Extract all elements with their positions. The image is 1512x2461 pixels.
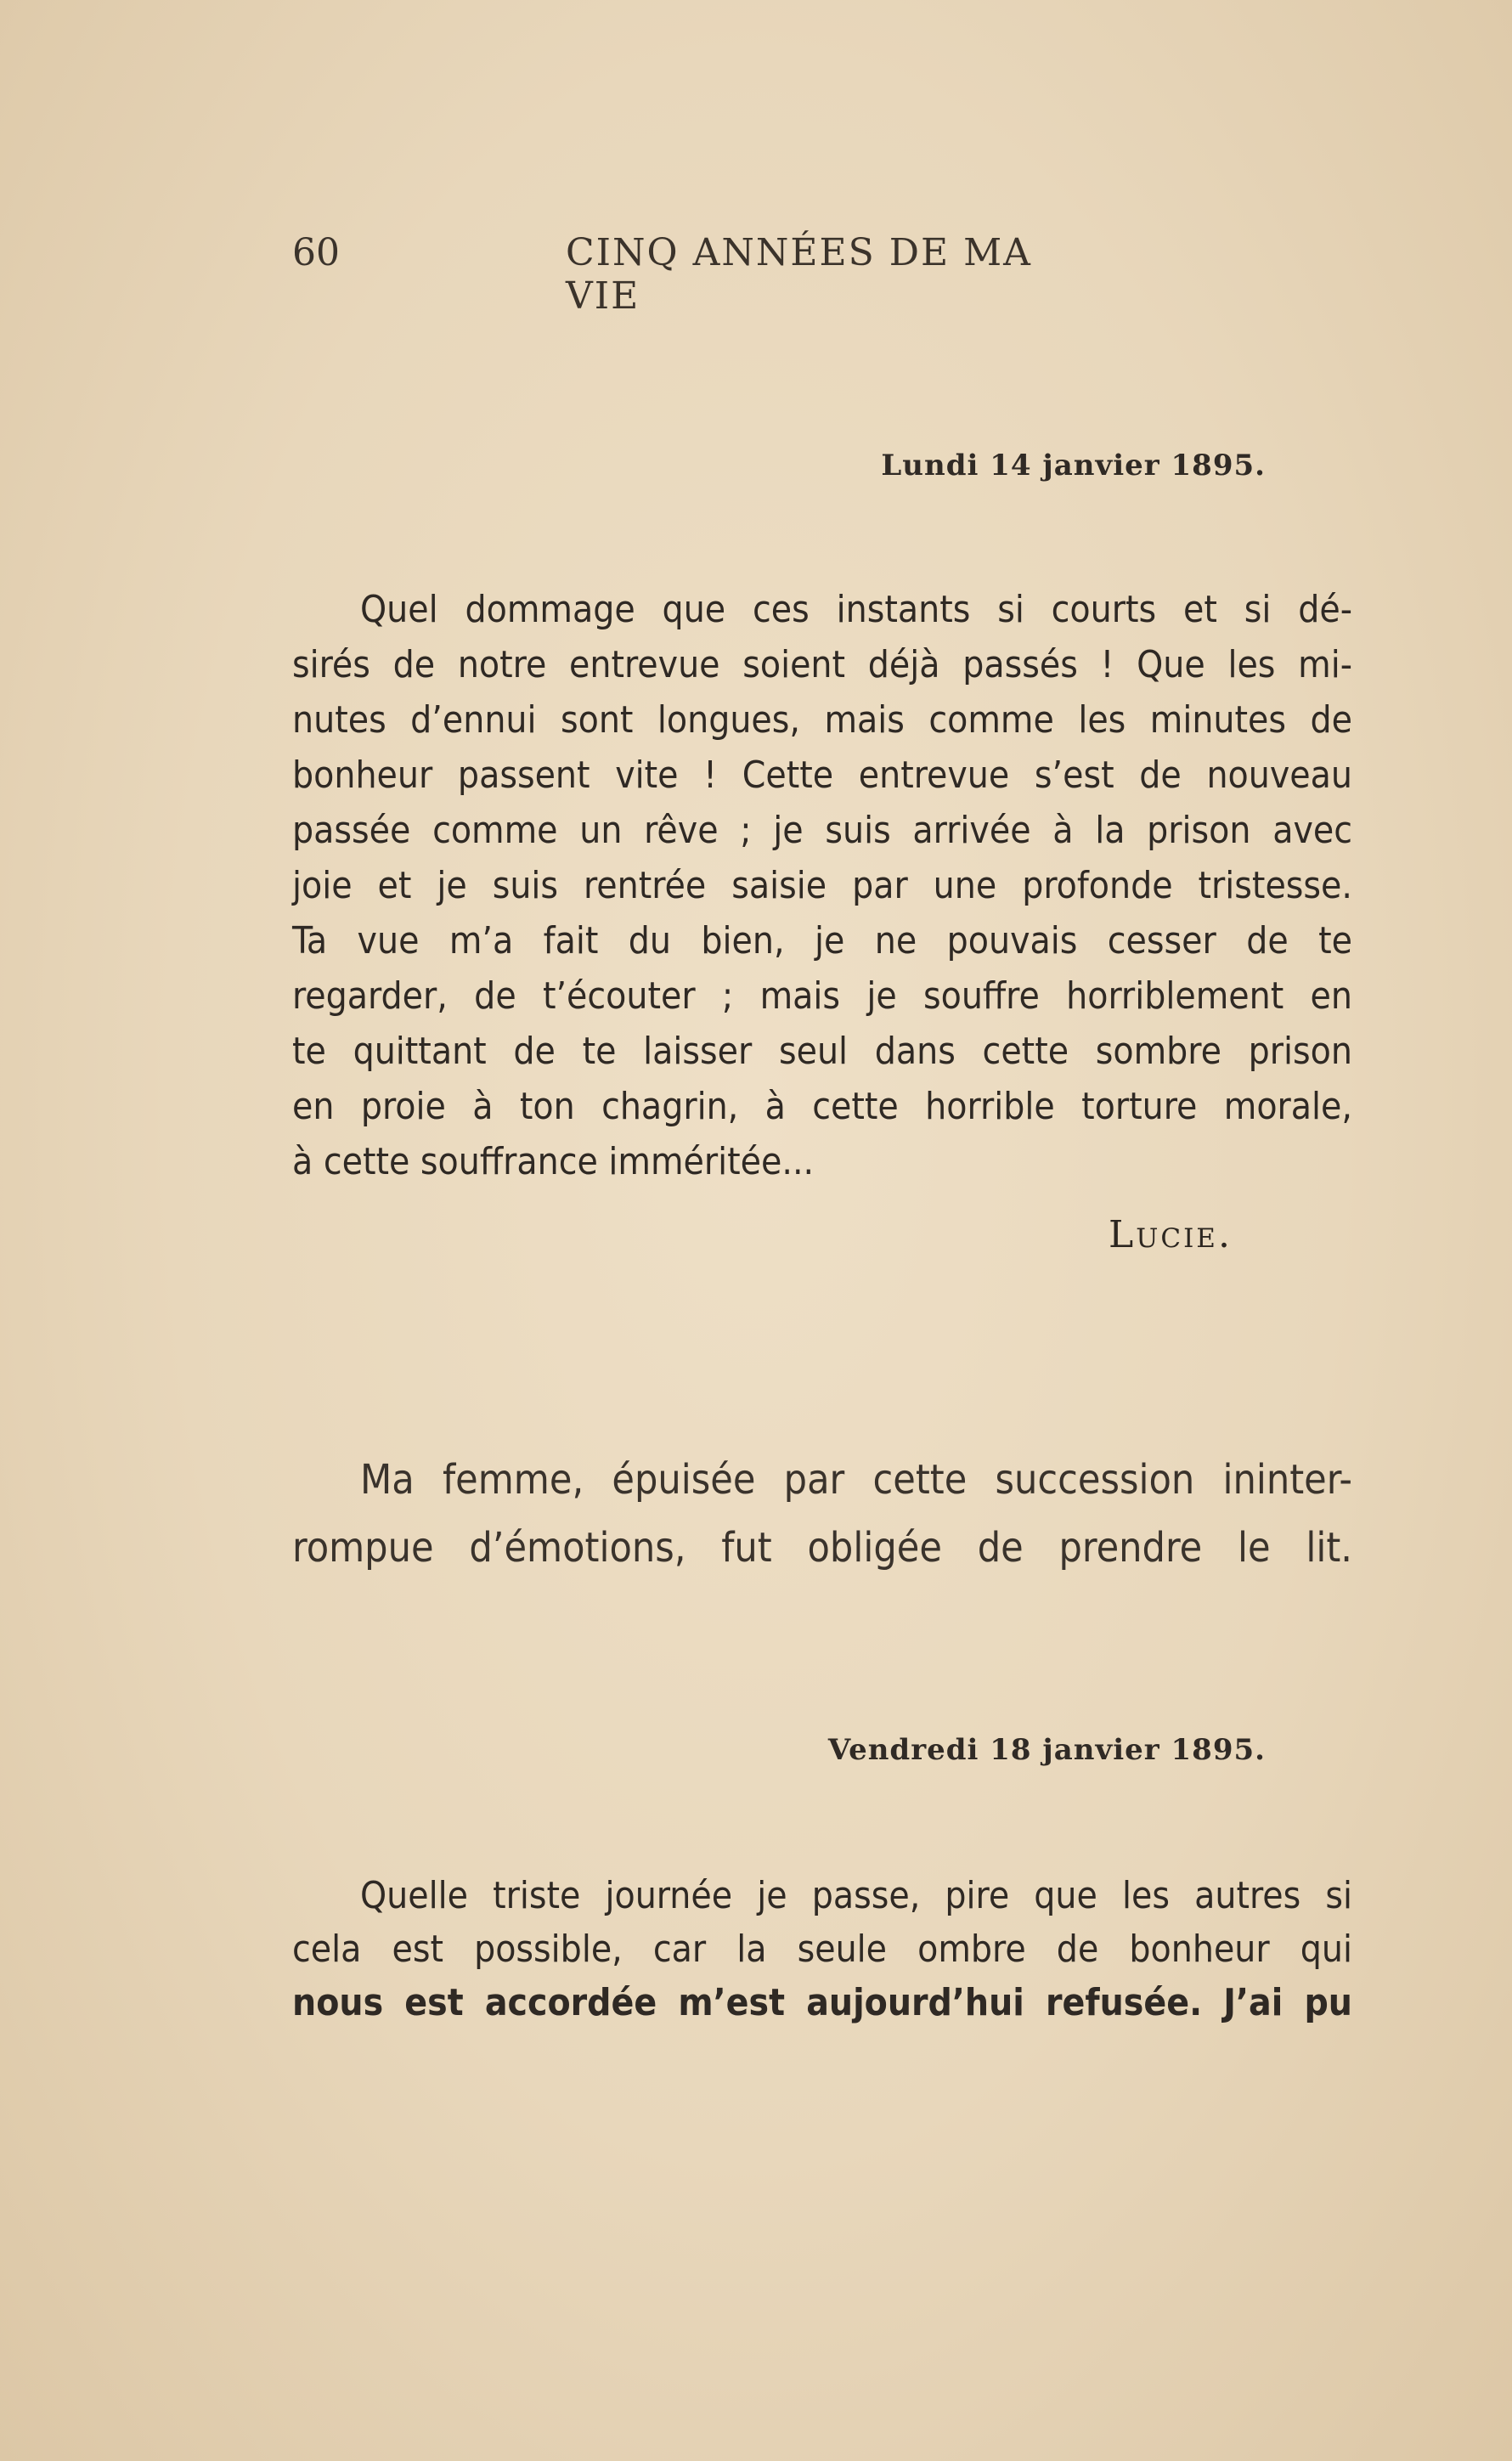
page-number: 60 [292,231,340,274]
letter-line: joie et je suis rentrée saisie par une profonde tristesse. [292,864,1352,907]
letter-line: sirés de notre entrevue soient déjà passés ! Que les mi- [292,643,1352,686]
letter-line: cela est possible, car la seule ombre de bonheur qui [292,1928,1352,1971]
letter-line: Quelle triste journée je passe, pire que les autres si [360,1874,1352,1917]
narrative-line: Ma femme, épuisée par cette succession ininter- [360,1456,1352,1504]
letter-line: passée comme un rêve ; je suis arrivée à la prison avec [292,809,1352,852]
running-title: CINQ ANNÉES DE MA VIE [566,231,1032,318]
letter-line: nous est accordée m’est aujourd’hui refusée. J’ai pu [292,1981,1352,2024]
letter-line: te quittant de te laisser seul dans cette sombre prison [292,1030,1352,1073]
signature: Lucie. [1109,1213,1233,1256]
letter-line: en proie à ton chagrin, à cette horrible torture morale, [292,1085,1352,1128]
letter-body [292,1869,1352,2029]
letter-line: bonheur passent vite ! Cette entrevue s’est de nouveau [292,754,1352,797]
letter-line: nutes d’ennui sont longues, mais comme les minutes de [292,698,1352,742]
letter-body [292,582,1352,1189]
letter-line: à cette souffrance imméritée... [292,1140,815,1183]
entry-date: Lundi 14 janvier 1895. [881,449,1266,483]
letter-line: Ta vue m’a fait du bien, je ne pouvais cesser de te [292,919,1352,962]
narrative-line: rompue d’émotions, fut obligée de prendre le lit. [292,1524,1352,1572]
narrative-paragraph [292,1446,1352,1582]
page-header [292,231,1074,318]
letter-line: Quel dommage que ces instants si courts et si dé- [360,588,1352,631]
letter-line: regarder, de t’écouter ; mais je souffre horriblement en [292,974,1352,1018]
entry-date: Vendredi 18 janvier 1895. [827,1733,1266,1767]
